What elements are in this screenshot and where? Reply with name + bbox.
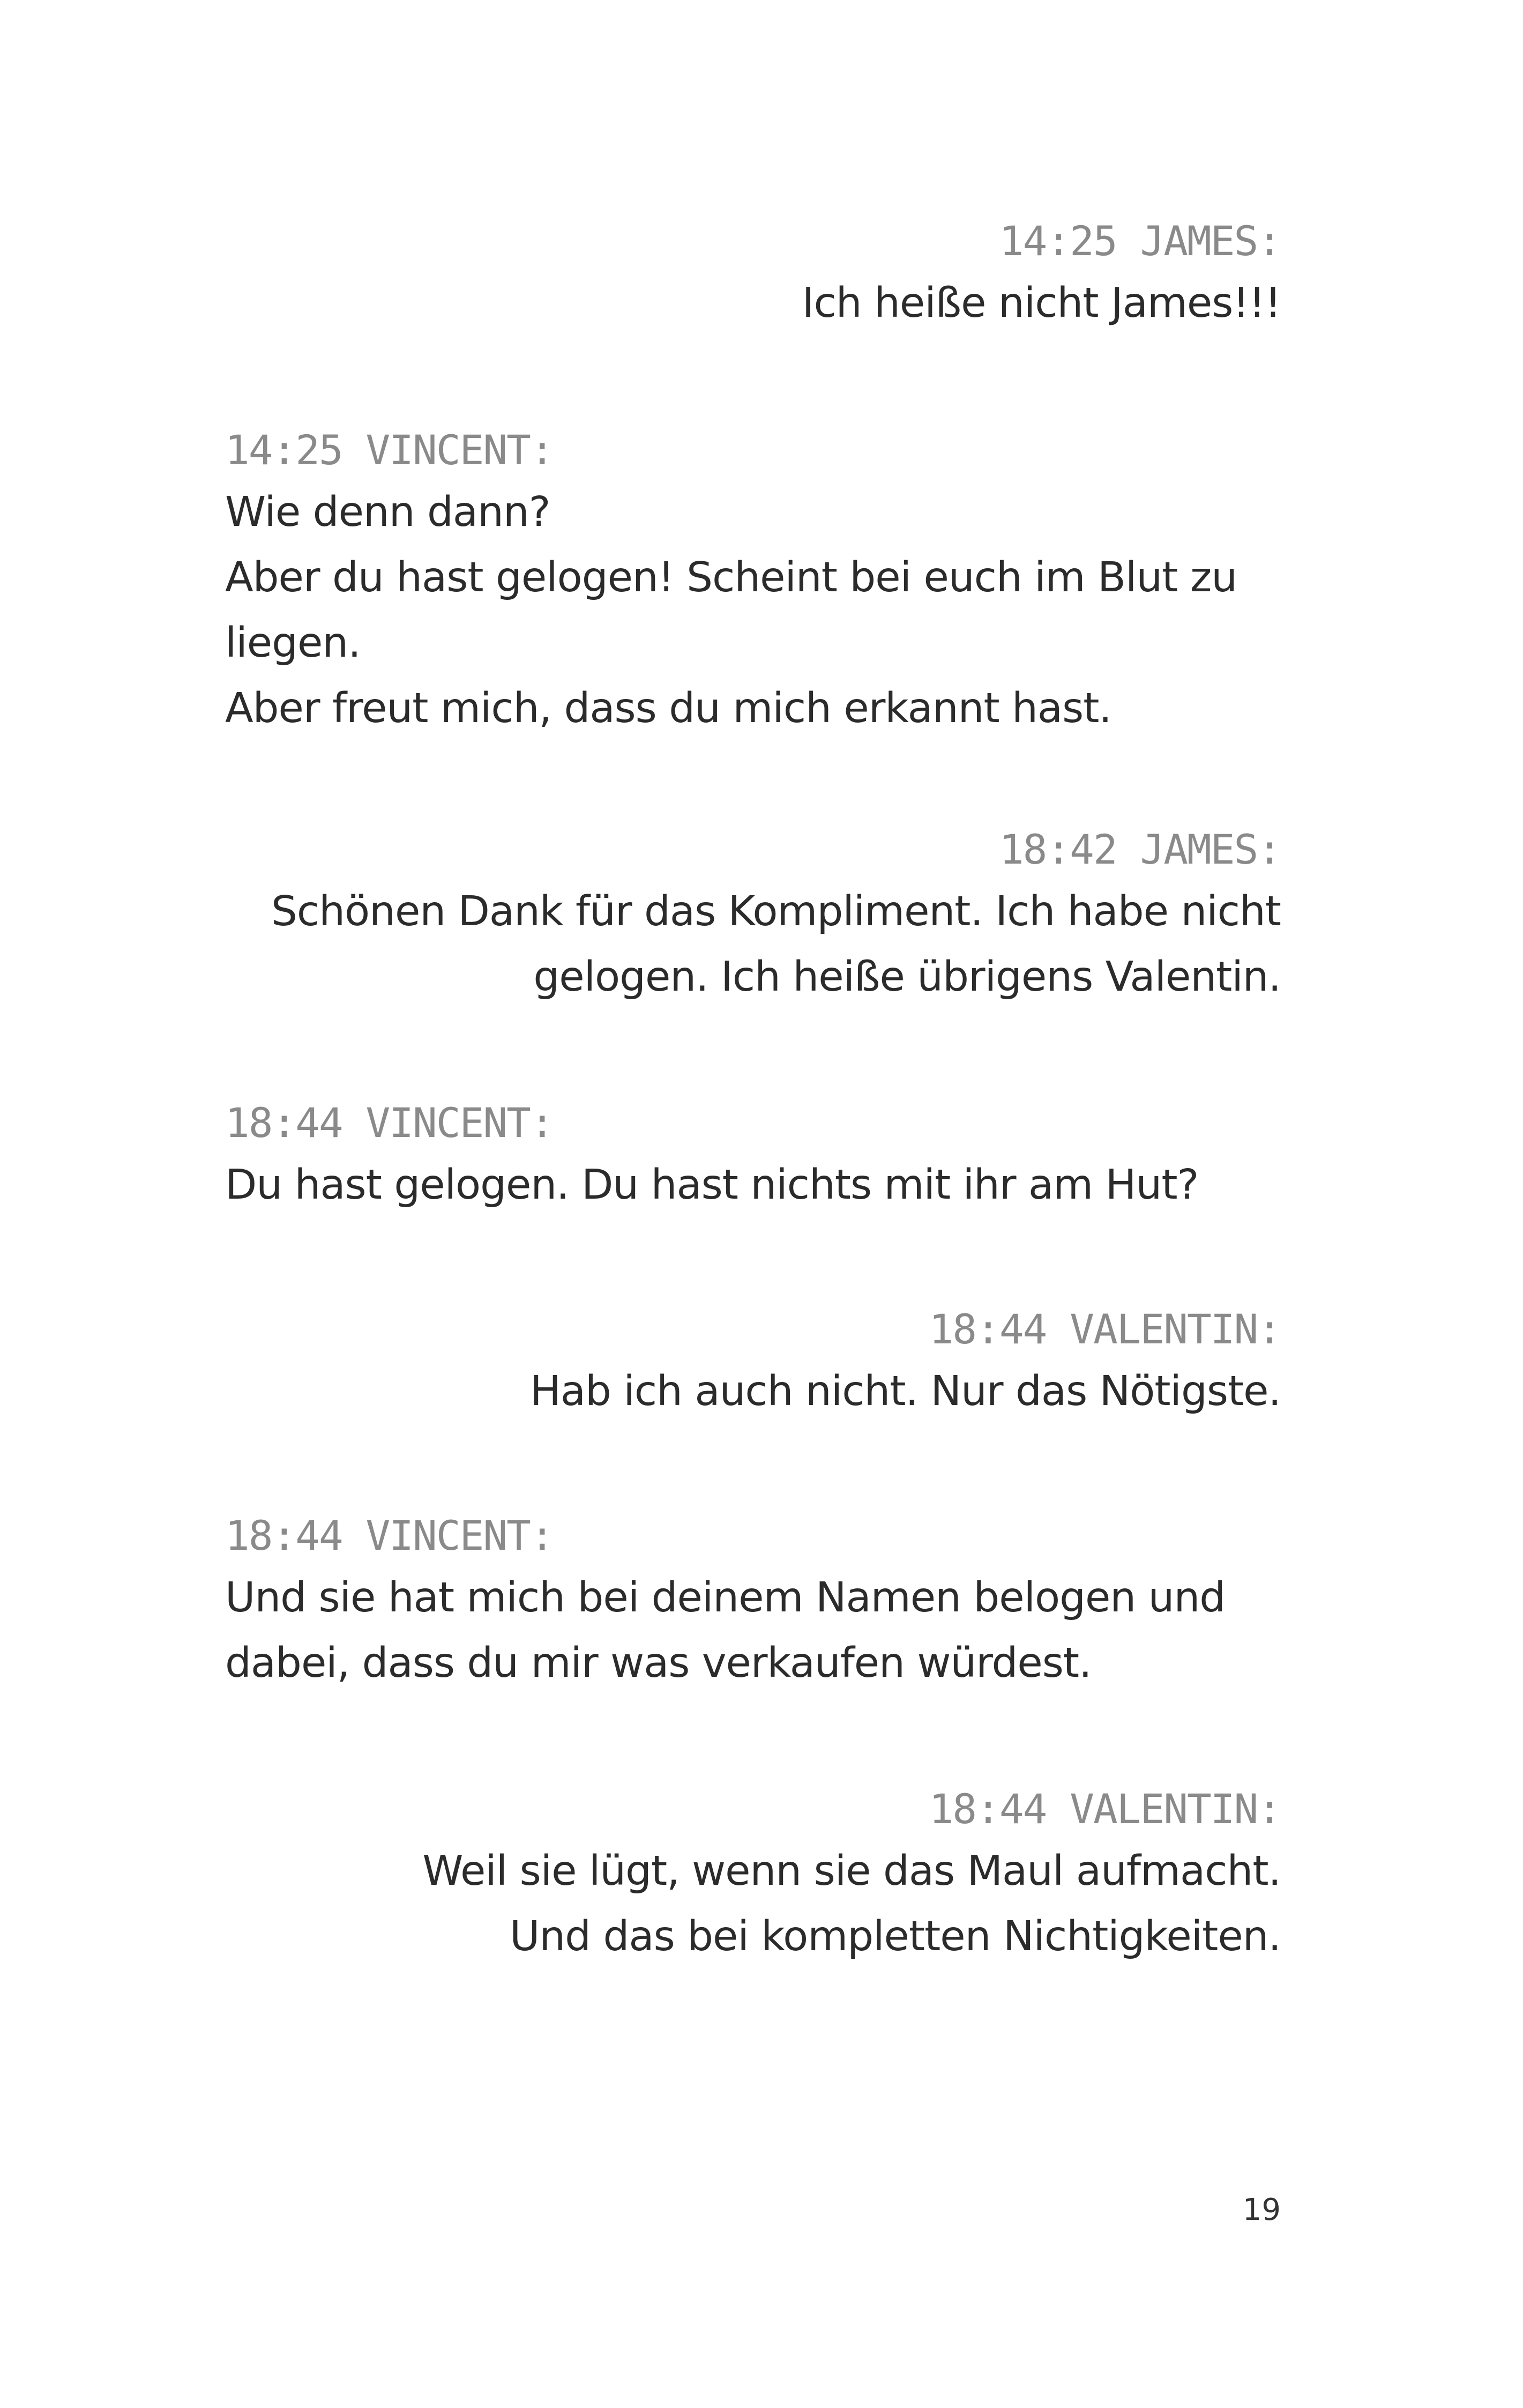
- message-line: Aber freut mich, dass du mich erkannt hast.: [225, 685, 1111, 732]
- message-sender: VALENTIN:: [1070, 1305, 1281, 1353]
- message-time: 18:42: [999, 826, 1117, 873]
- message-james-2: [225, 820, 1281, 1010]
- message-line: Weil sie lügt, wenn sie das Maul aufmacht.: [422, 1847, 1281, 1895]
- message-sender: VINCENT:: [365, 1099, 554, 1147]
- message-valentin-1: [225, 1300, 1281, 1424]
- message-sender: JAMES:: [1140, 826, 1281, 873]
- message-sender: VALENTIN:: [1070, 1785, 1281, 1833]
- message-header: [225, 212, 1281, 271]
- message-line: Hab ich auch nicht. Nur das Nötigste.: [529, 1367, 1281, 1415]
- message-line: gelogen. Ich heiße übrigens Valentin.: [533, 953, 1281, 1001]
- message-line: Und sie hat mich bei deinem Namen belogen und: [225, 1574, 1226, 1622]
- page-number: 19: [1242, 2193, 1281, 2227]
- message-line: Ich heiße nicht James!!!: [802, 279, 1281, 327]
- message-vincent-1: [225, 421, 1281, 741]
- message-line: Und das bei kompletten Nichtigkeiten.: [510, 1913, 1281, 1960]
- message-header: [225, 820, 1281, 879]
- message-time: 18:44: [929, 1785, 1047, 1833]
- message-time: 14:25: [225, 426, 342, 474]
- message-time: 18:44: [929, 1305, 1047, 1353]
- message-header: [225, 1780, 1281, 1839]
- message-header: [225, 1094, 1281, 1153]
- message-valentin-2: [225, 1780, 1281, 1969]
- message-sender: VINCENT:: [365, 426, 554, 474]
- message-header: [225, 1506, 1281, 1565]
- message-header: [225, 421, 1281, 480]
- message-line: Aber du hast gelogen! Scheint bei euch im Blut zu: [225, 554, 1237, 601]
- message-james-1: [225, 212, 1281, 336]
- message-line: Schönen Dank für das Kompliment. Ich habe nicht: [271, 888, 1281, 935]
- message-sender: JAMES:: [1140, 217, 1281, 265]
- message-line: Du hast gelogen. Du hast nichts mit ihr am Hut?: [225, 1161, 1199, 1209]
- message-line: Wie denn dann?: [225, 488, 550, 536]
- message-time: 18:44: [225, 1512, 342, 1559]
- message-vincent-2: [225, 1094, 1281, 1218]
- message-line: dabei, dass du mir was verkaufen würdest.: [225, 1639, 1092, 1687]
- message-line: liegen.: [225, 619, 361, 667]
- message-time: 14:25: [999, 217, 1117, 265]
- message-sender: VINCENT:: [365, 1512, 554, 1559]
- message-header: [225, 1300, 1281, 1359]
- message-vincent-3: [225, 1506, 1281, 1696]
- message-time: 18:44: [225, 1099, 342, 1147]
